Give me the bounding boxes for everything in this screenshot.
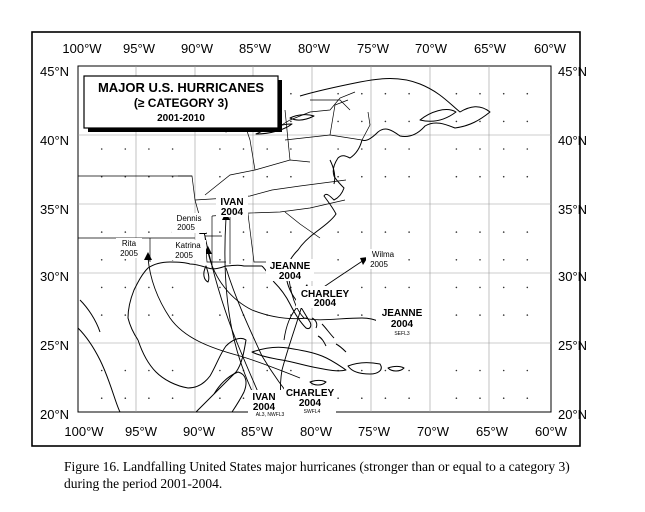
storm-year: 2004 (220, 207, 244, 218)
grid-dot (266, 176, 268, 178)
label-dennis (172, 213, 206, 233)
grid-dot (337, 314, 339, 316)
storm-year: 2004 (252, 402, 276, 413)
lon-label-top: 100°W (62, 41, 102, 56)
grid-dot (337, 93, 339, 95)
map-period: 2001-2010 (157, 113, 205, 124)
grid-dot (479, 93, 481, 95)
label-charley-north (296, 286, 354, 309)
storm-name: Rita (121, 239, 137, 248)
grid-dot (408, 259, 410, 261)
label-ivan-north (216, 195, 248, 218)
lat-label-right: 20°N (558, 407, 588, 422)
grid-dot (456, 287, 458, 289)
grid-dot (290, 93, 292, 95)
storm-name: CHARLEY (300, 289, 350, 300)
grid-dot (456, 121, 458, 123)
grid-dot (219, 148, 221, 150)
lat-label-right: 30°N (558, 269, 588, 284)
grid-dot (503, 287, 505, 289)
grid-dot (408, 397, 410, 399)
storm-landfall-code: SEFL3 (394, 331, 410, 337)
grid-dot (456, 314, 458, 316)
lat-label-right: 40°N (558, 133, 588, 148)
grid-dot (527, 148, 529, 150)
grid-dot (527, 231, 529, 233)
grid-dot (101, 231, 103, 233)
grid-dot (385, 121, 387, 123)
lat-label-right: 25°N (558, 338, 588, 353)
grid-dot (503, 259, 505, 261)
grid-dot (101, 397, 103, 399)
grid-dot (361, 93, 363, 95)
grid-dot (361, 397, 363, 399)
lon-label-bottom: 85°W (241, 424, 273, 439)
grid-dot (408, 93, 410, 95)
storm-name: CHARLEY (285, 388, 335, 399)
grid-dot (148, 231, 150, 233)
grid-dot (503, 148, 505, 150)
storm-year: 2004 (390, 319, 414, 330)
grid-dot (408, 176, 410, 178)
grid-dot (219, 259, 221, 261)
lon-label-bottom: 90°W (183, 424, 215, 439)
lat-label-left: 25°N (40, 338, 70, 353)
grid-dot (527, 314, 529, 316)
label-wilma (366, 249, 396, 269)
grid-dot (361, 314, 363, 316)
grid-dot (479, 148, 481, 150)
storm-year: 2004 (298, 398, 322, 409)
grid-dot (503, 231, 505, 233)
grid-dot (337, 121, 339, 123)
map-title: MAJOR U.S. HURRICANES (97, 80, 265, 95)
grid-dot (148, 370, 150, 372)
grid-dot (101, 314, 103, 316)
grid-dot (385, 370, 387, 372)
lon-label-bottom: 60°W (535, 424, 567, 439)
grid-dot (290, 121, 292, 123)
storm-name: Wilma (371, 250, 395, 259)
grid-dot (290, 370, 292, 372)
grid-dot (266, 287, 268, 289)
lat-label-left: 35°N (40, 202, 70, 217)
grid-dot (385, 148, 387, 150)
lat-label-left: 45°N (40, 64, 70, 79)
grid-dot (479, 397, 481, 399)
grid-dot (361, 121, 363, 123)
grid-dot (527, 121, 529, 123)
lon-label-top: 95°W (123, 41, 155, 56)
grid-dot (385, 287, 387, 289)
grid-dot (527, 93, 529, 95)
lon-label-bottom: 65°W (476, 424, 508, 439)
grid-dot (148, 148, 150, 150)
storm-name: IVAN (220, 197, 244, 208)
storm-name: Dennis (176, 214, 202, 223)
grid-dot (219, 370, 221, 372)
grid-dot (219, 176, 221, 178)
label-charley-south (284, 386, 336, 415)
grid-dot (503, 121, 505, 123)
grid-dot (361, 176, 363, 178)
grid-dot (125, 314, 127, 316)
grid-dot (219, 314, 221, 316)
grid-dot (243, 397, 245, 399)
grid-dot (243, 259, 245, 261)
grid-dot (503, 370, 505, 372)
grid-dot (361, 370, 363, 372)
label-jeanne-east (376, 306, 428, 338)
lat-label-right: 35°N (558, 202, 588, 217)
lon-label-top: 90°W (181, 41, 213, 56)
grid-dot (456, 93, 458, 95)
longitude-labels-top (62, 41, 566, 56)
grid-dot (125, 287, 127, 289)
grid-dot (479, 121, 481, 123)
grid-dot (479, 259, 481, 261)
figure-caption: Figure 16. Landfalling United States major hurricanes (stronger than or equal to a category 3) during the period 2001-2004. (64, 459, 570, 491)
grid-dot (408, 148, 410, 150)
lon-label-top: 75°W (357, 41, 389, 56)
grid-dot (148, 314, 150, 316)
grid-dot (266, 148, 268, 150)
grid-dot (125, 397, 127, 399)
grid-dot (290, 176, 292, 178)
grid-dot (101, 259, 103, 261)
grid-dot (148, 287, 150, 289)
grid-dot (456, 259, 458, 261)
grid-dot (408, 287, 410, 289)
storm-landfall-code: SWFL4 (303, 409, 321, 415)
grid-dot (172, 397, 174, 399)
grid-dot (479, 370, 481, 372)
grid-dot (125, 259, 127, 261)
grid-dot (385, 176, 387, 178)
grid-dot (361, 287, 363, 289)
grid-dot (527, 176, 529, 178)
grid-dot (172, 148, 174, 150)
grid-dot (148, 397, 150, 399)
storm-name: JEANNE (269, 261, 311, 272)
storm-year: 2004 (278, 271, 302, 282)
grid-dot (172, 370, 174, 372)
grid-dot (479, 314, 481, 316)
grid-dot (243, 231, 245, 233)
storm-year: 2005 (120, 249, 138, 258)
grid-dot (361, 231, 363, 233)
grid-dot (479, 231, 481, 233)
storm-name: JEANNE (381, 308, 423, 319)
grid-dot (527, 287, 529, 289)
lon-label-top: 65°W (474, 41, 506, 56)
grid-dot (503, 314, 505, 316)
grid-dot (266, 370, 268, 372)
storm-name: Katrina (175, 241, 201, 250)
grid-dot (408, 370, 410, 372)
grid-dot (337, 231, 339, 233)
grid-dot (479, 176, 481, 178)
lon-label-top: 60°W (534, 41, 566, 56)
grid-dot (337, 259, 339, 261)
grid-dot (337, 397, 339, 399)
grid-dot (125, 231, 127, 233)
lat-label-left: 40°N (40, 133, 70, 148)
grid-dot (125, 148, 127, 150)
grid-dot (243, 176, 245, 178)
grid-dot (527, 397, 529, 399)
storm-landfall-code: AL3, NWFL3 (255, 412, 285, 418)
grid-dot (219, 287, 221, 289)
lon-label-bottom: 70°W (417, 424, 449, 439)
grid-dot (337, 148, 339, 150)
storm-year: 2005 (175, 251, 193, 260)
lat-label-left: 20°N (40, 407, 70, 422)
label-ivan-south (248, 390, 290, 418)
grid-dot (101, 148, 103, 150)
grid-dot (503, 176, 505, 178)
grid-dot (266, 231, 268, 233)
grid-dot (243, 148, 245, 150)
grid-dot (337, 176, 339, 178)
lon-label-top: 70°W (415, 41, 447, 56)
grid-dot (219, 397, 221, 399)
lat-label-right: 45°N (558, 64, 588, 79)
grid-dot (101, 370, 103, 372)
grid-dot (385, 231, 387, 233)
lat-label-left: 30°N (40, 269, 70, 284)
lon-label-top: 80°W (298, 41, 330, 56)
longitude-labels-bottom (64, 424, 567, 439)
grid-dot (290, 231, 292, 233)
lon-label-bottom: 95°W (125, 424, 157, 439)
label-rita (116, 238, 142, 258)
lon-label-bottom: 75°W (358, 424, 390, 439)
grid-dot (408, 231, 410, 233)
label-jeanne-west (266, 259, 314, 282)
storm-year: 2005 (370, 260, 388, 269)
grid-dot (479, 287, 481, 289)
lon-label-bottom: 100°W (64, 424, 104, 439)
grid-dot (456, 370, 458, 372)
grid-dot (172, 314, 174, 316)
grid-dot (125, 370, 127, 372)
grid-dot (385, 93, 387, 95)
lon-label-top: 85°W (239, 41, 271, 56)
lon-label-bottom: 80°W (300, 424, 332, 439)
grid-dot (503, 93, 505, 95)
map-subtitle: (≥ CATEGORY 3) (133, 96, 229, 110)
grid-dot (503, 397, 505, 399)
grid-dot (456, 148, 458, 150)
grid-dot (408, 121, 410, 123)
grid-dot (101, 287, 103, 289)
grid-dot (456, 397, 458, 399)
storm-name: IVAN (252, 392, 276, 403)
grid-dot (385, 397, 387, 399)
grid-dot (456, 176, 458, 178)
grid-dot (527, 259, 529, 261)
grid-dot (172, 287, 174, 289)
label-katrina (170, 240, 206, 260)
storm-year: 2005 (177, 223, 195, 232)
grid-dot (219, 231, 221, 233)
grid-dot (361, 148, 363, 150)
grid-dot (290, 148, 292, 150)
title-box (84, 76, 282, 132)
grid-dot (243, 287, 245, 289)
grid-dot (527, 370, 529, 372)
storm-year: 2004 (313, 298, 337, 309)
grid-dot (456, 231, 458, 233)
